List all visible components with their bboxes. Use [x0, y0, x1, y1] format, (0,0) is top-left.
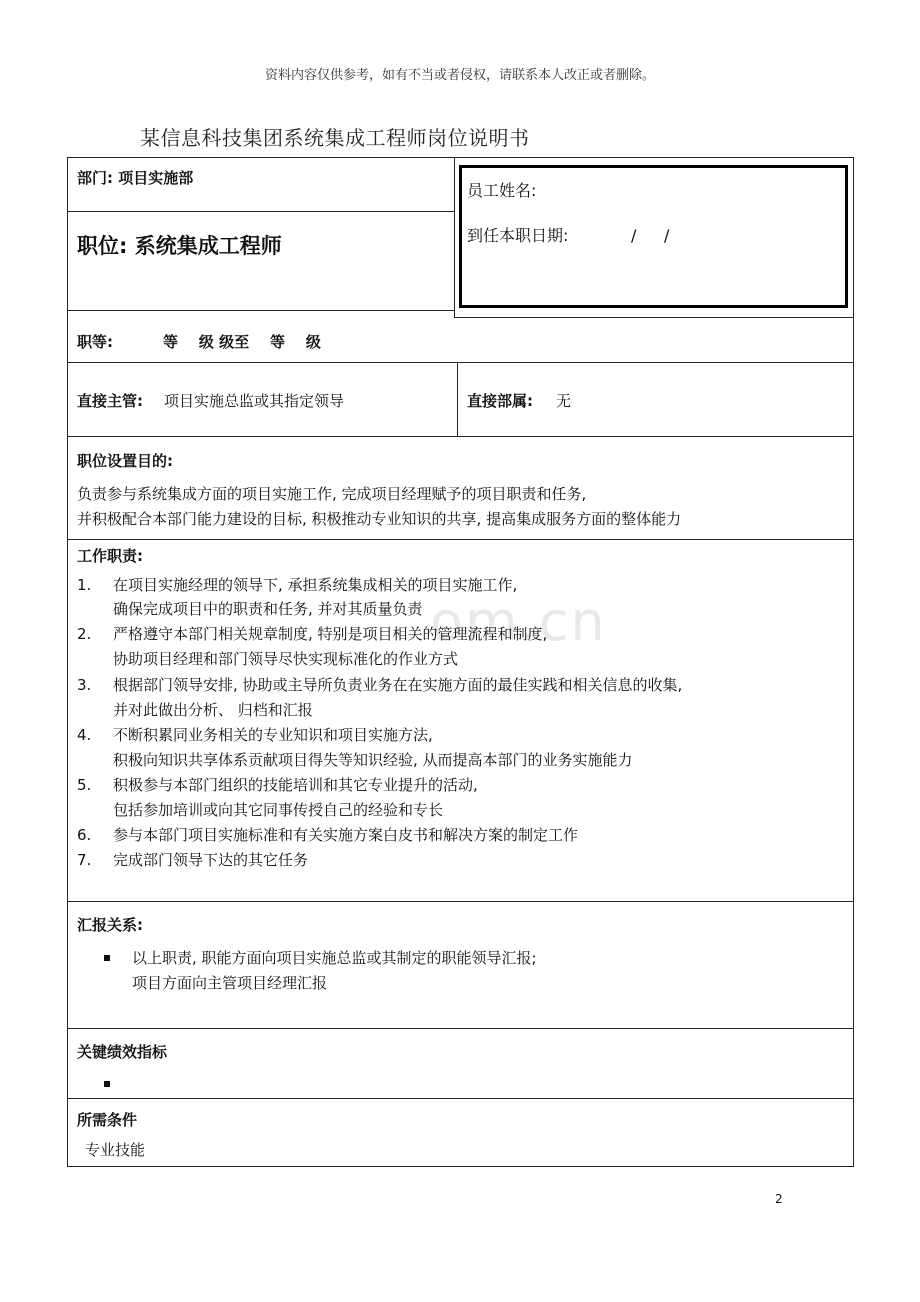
- row-line-duties-top: [67, 539, 854, 540]
- duties-heading: 工作职责:: [77, 547, 143, 565]
- row-line-requirements-top: [67, 1098, 854, 1099]
- table-border-top: [67, 157, 854, 158]
- requirements-item: 专业技能: [85, 1141, 146, 1159]
- start-date-label: 到任本职日期:: [467, 226, 569, 245]
- duty-number: 4.: [77, 726, 92, 744]
- grade-text: 等 级 级至 等 级: [163, 333, 321, 351]
- duty-line: 并对此做出分析、 归档和汇报: [113, 701, 313, 719]
- duty-line: 确保完成项目中的职责和任务, 并对其质量负责: [113, 600, 423, 618]
- duty-line: 协助项目经理和部门领导尽快实现标准化的作业方式: [113, 650, 459, 668]
- duty-number: 2.: [77, 625, 92, 643]
- duty-line: 参与本部门项目实施标准和有关实施方案白皮书和解决方案的制定工作: [113, 826, 579, 844]
- duty-line: 根据部门领导安排, 协助或主导所负责业务在在实施方面的最佳实践和相关信息的收集,: [113, 676, 683, 694]
- duty-number: 5.: [77, 776, 92, 794]
- supervisor-divider-vertical: [457, 362, 458, 436]
- row-line-reporting-top: [67, 901, 854, 902]
- table-border-bottom: [67, 1166, 854, 1167]
- table-border-left: [67, 157, 68, 1166]
- reporting-line-1: 以上职责, 职能方面向项目实施总监或其制定的职能领导汇报;: [132, 949, 537, 967]
- department-field: 部门: 项目实施部: [77, 169, 194, 187]
- kpi-bullet: [104, 1081, 110, 1087]
- duty-line: 积极向知识共享体系贡献项目得失等知识经验, 从而提高本部门的业务实施能力: [113, 751, 633, 769]
- row-line-box-bottom: [454, 317, 854, 318]
- duty-line: 完成部门领导下达的其它任务: [113, 851, 309, 869]
- reporting-heading: 汇报关系:: [77, 916, 143, 934]
- purpose-heading: 职位设置目的:: [77, 452, 173, 470]
- duty-number: 7.: [77, 851, 92, 869]
- grade-label: 职等:: [77, 333, 113, 351]
- disclaimer-text: 资料内容仅供参考，如有不当或者侵权，请联系本人改正或者删除。: [264, 68, 655, 83]
- duty-line: 积极参与本部门组织的技能培训和其它专业提升的活动,: [113, 776, 478, 794]
- subordinate-value: 无: [556, 392, 572, 410]
- page-number: 2: [775, 1192, 783, 1206]
- date-separator-1: /: [631, 226, 637, 245]
- reporting-line-2: 项目方面向主管项目经理汇报: [132, 974, 328, 992]
- top-divider-vertical: [454, 157, 455, 318]
- watermark: om.cn: [430, 590, 607, 653]
- row-line-kpi-top: [67, 1028, 854, 1029]
- document-title: 某信息科技集团系统集成工程师岗位说明书: [140, 126, 530, 150]
- duty-line: 不断积累同业务相关的专业知识和项目实施方法,: [113, 726, 433, 744]
- duty-number: 1.: [77, 576, 92, 594]
- reporting-bullet: [104, 955, 110, 961]
- supervisor-label: 直接主管:: [77, 392, 143, 410]
- subordinate-label: 直接部属:: [467, 392, 533, 410]
- employee-name-label: 员工姓名:: [467, 181, 537, 200]
- requirements-heading: 所需条件: [77, 1111, 138, 1129]
- supervisor-value: 项目实施总监或其指定领导: [164, 392, 345, 410]
- row-line-supervisor-top: [67, 362, 854, 363]
- duty-number: 6.: [77, 826, 92, 844]
- table-border-right: [853, 157, 854, 1166]
- duty-line: 严格遵守本部门相关规章制度, 特别是项目相关的管理流程和制度,: [113, 625, 548, 643]
- dept-position-separator: [67, 211, 454, 212]
- duty-line: 在项目实施经理的领导下, 承担系统集成相关的项目实施工作,: [113, 576, 518, 594]
- date-separator-2: /: [664, 226, 670, 245]
- duty-number: 3.: [77, 676, 92, 694]
- purpose-line-2: 并积极配合本部门能力建设的目标, 积极推动专业知识的共享, 提高集成服务方面的整体能力: [77, 510, 682, 528]
- position-field: 职位: 系统集成工程师: [77, 234, 282, 258]
- kpi-heading: 关键绩效指标: [77, 1043, 168, 1061]
- purpose-line-1: 负责参与系统集成方面的项目实施工作, 完成项目经理赋予的项目职责和任务,: [77, 485, 587, 503]
- row-line-purpose-top: [67, 436, 854, 437]
- row-line-grade-top: [67, 310, 454, 311]
- duty-line: 包括参加培训或向其它同事传授自己的经验和专长: [113, 801, 444, 819]
